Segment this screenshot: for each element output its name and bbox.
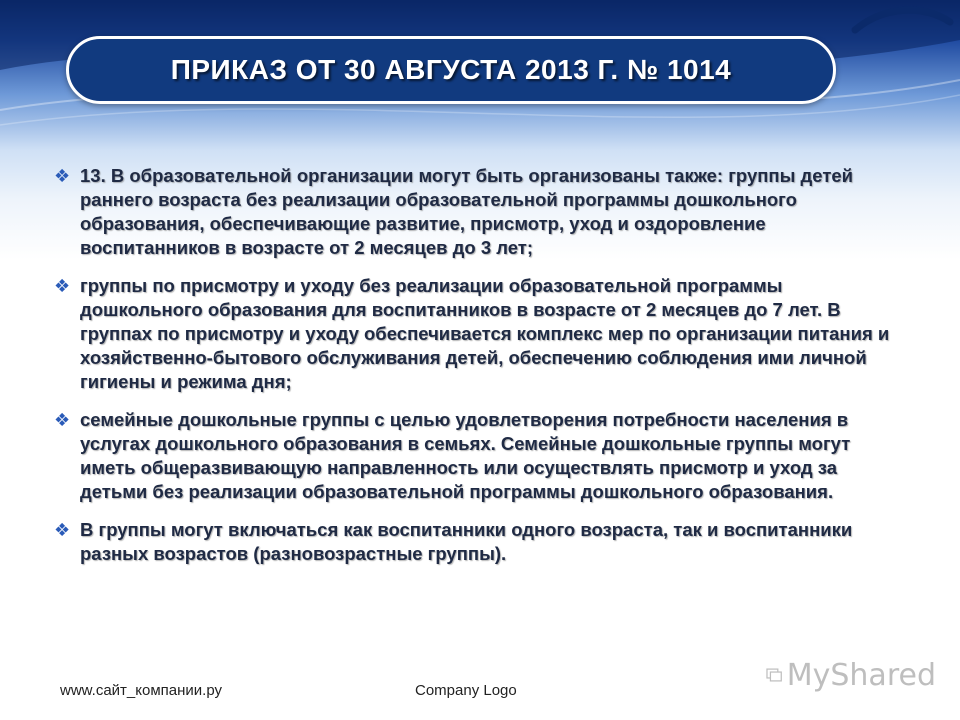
list-item [48,274,908,394]
list-item-text: группы по присмотру и уходу без реализации образовательной программы дошкольного образования для воспитанников в возрасте от 2 месяцев до 7 лет. В группах по присмотру и уходу обеспечивается комплекс мер по организации питания и хозяйственно-бытового обслуживания детей, обеспечению соблюдения ими личной гигиены и режима дня; [80,275,890,392]
list-item-text: семейные дошкольные группы с целью удовлетворения потребности населения в услугах дошкольного образования в семьях. Семейные дошкольные группы могут иметь общеразвивающую направленность или осуществлять присмотр и уход за детьми без реализации образовательной программы дошкольного образования. [80,409,851,502]
content-area [48,164,908,580]
list-item [48,518,908,566]
page-title: ПРИКАЗ ОТ 30 АВГУСТА 2013 Г. № 1014 [170,54,732,85]
title-bar [66,36,836,104]
list-item-text: 13. В образовательной организации могут быть организованы также: группы детей раннего возраста без реализации образовательной программы дошкольного образования, обеспечивающие развитие, присмотр, уход и оздоровление воспитанников в возрасте от 2 месяцев до 3 лет; [80,165,854,258]
watermark-text: MyShared [786,657,936,693]
mini-slides-icon [766,660,783,690]
list-item [48,164,908,260]
diamond-bullet-icon: ❖ [54,276,71,296]
diamond-bullet-icon: ❖ [54,410,71,430]
diamond-bullet-icon: ❖ [54,166,71,186]
list-item-text: В группы могут включаться как воспитанники одного возраста, так и воспитанники разных возрастов (разновозрастные группы). [80,519,853,564]
list-item [48,408,908,504]
diamond-bullet-icon: ❖ [54,520,71,540]
footer-company-logo-text: Company Logo [415,682,517,699]
watermark [766,650,936,700]
footer-url: www.сайт_компании.ру [60,682,223,699]
